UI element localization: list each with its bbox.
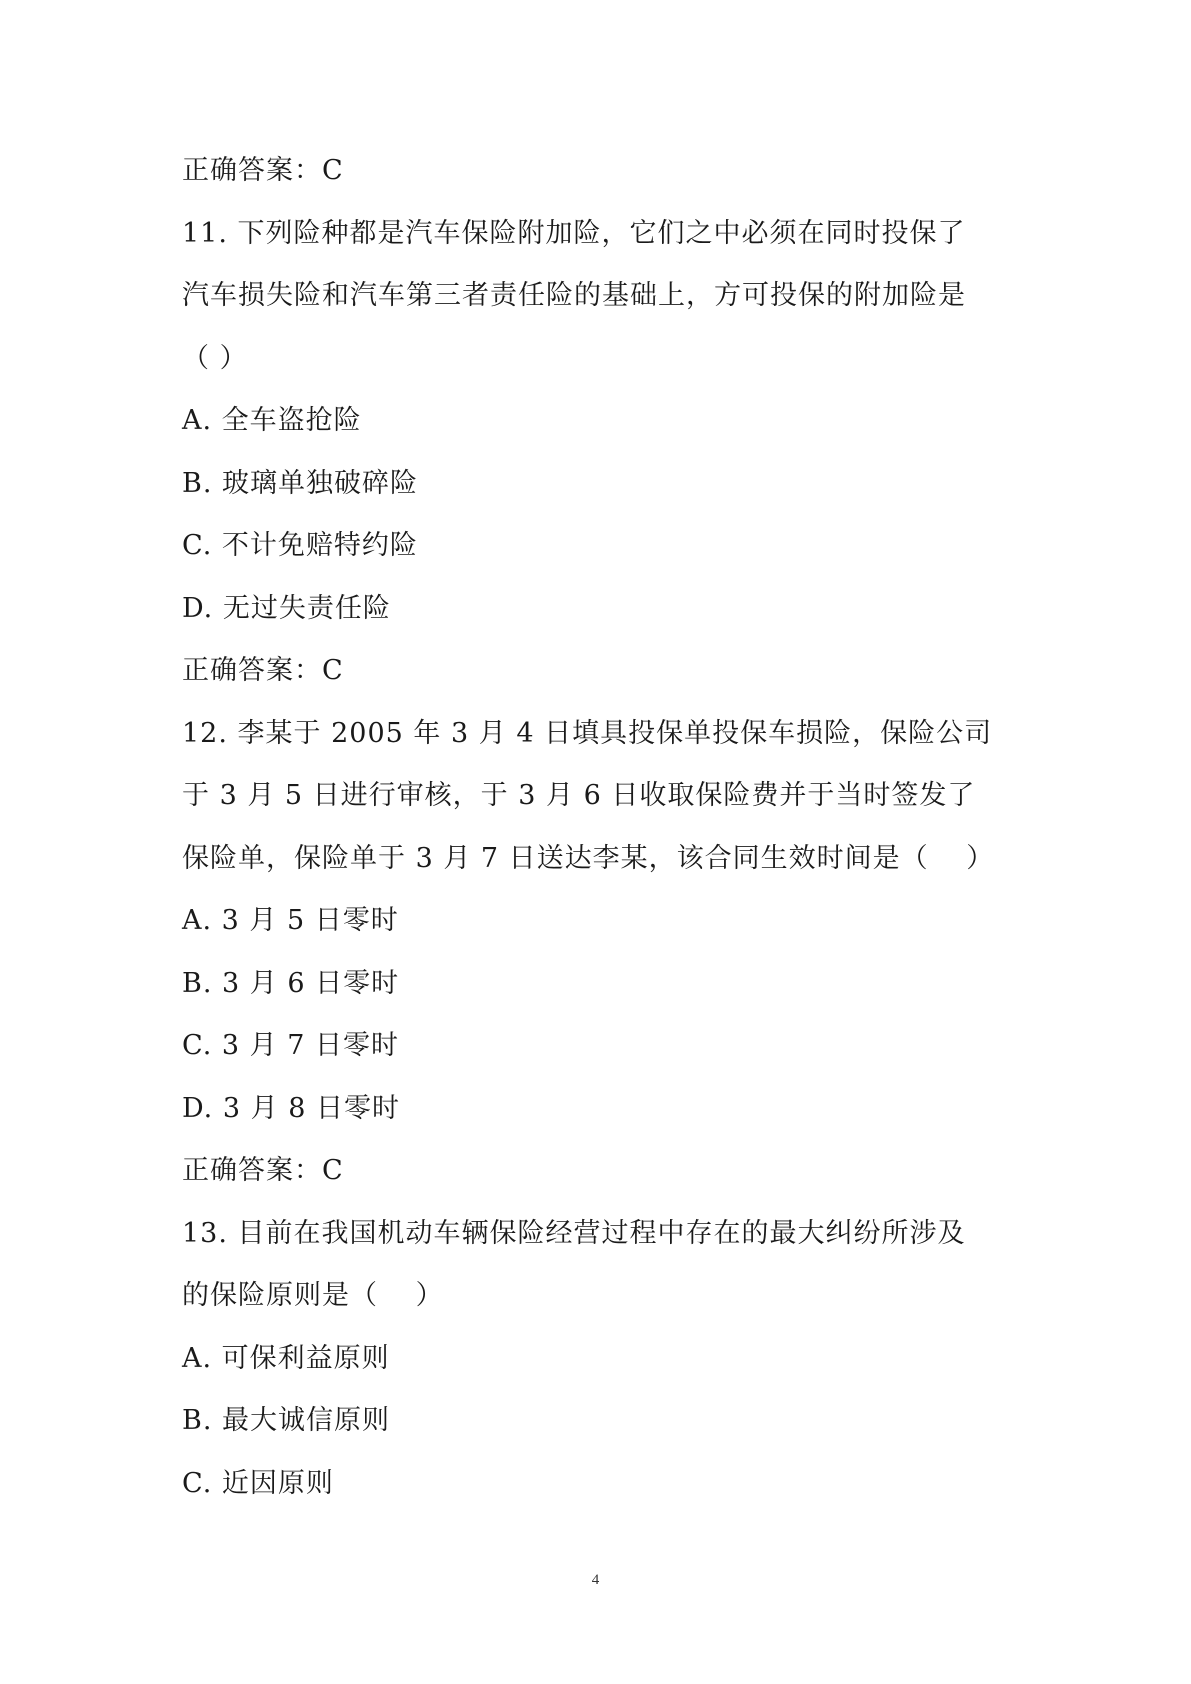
- question-12-line: 12. 李某于 2005 年 3 月 4 日填具投保单投保车损险，保险公司: [182, 717, 993, 749]
- question-11-line: 汽车损失险和汽车第三者责任险的基础上，方可投保的附加险是: [182, 280, 966, 311]
- option-a: A. 全车盗抢险: [182, 405, 362, 436]
- page-content: [182, 140, 1022, 1515]
- question-11-line: 11. 下列险种都是汽车保险附加险，它们之中必须在同时投保了: [182, 217, 966, 249]
- answer-line: 正确答案：C: [182, 655, 344, 686]
- question-13-line: 的保险原则是（ ）: [182, 1280, 444, 1311]
- option-b: B. 最大诚信原则: [182, 1405, 391, 1436]
- answer-line: 正确答案：C: [182, 155, 344, 186]
- option-c: C. 不计免赔特约险: [182, 530, 418, 561]
- option-c: C. 3 月 7 日零时: [182, 1030, 399, 1061]
- question-11-line: （ ）: [182, 342, 248, 374]
- option-b: B. 玻璃单独破碎险: [182, 467, 419, 499]
- question-13-line: 13. 目前在我国机动车辆保险经营过程中存在的最大纠纷所涉及: [182, 1217, 966, 1249]
- question-12-line: 保险单，保险单于 3 月 7 日送达李某，该合同生效时间是（ ）: [182, 842, 995, 874]
- question-12-line: 于 3 月 5 日进行审核，于 3 月 6 日收取保险费并于当时签发了: [182, 780, 976, 811]
- option-b: B. 3 月 6 日零时: [182, 967, 400, 999]
- option-c: C. 近因原则: [182, 1467, 334, 1499]
- answer-line: 正确答案：C: [182, 1155, 344, 1186]
- option-d: D. 3 月 8 日零时: [182, 1092, 400, 1124]
- option-a: A. 3 月 5 日零时: [182, 905, 399, 936]
- option-a: A. 可保利益原则: [182, 1342, 390, 1374]
- page-number: 4: [591, 1572, 600, 1588]
- option-d: D. 无过失责任险: [182, 592, 391, 624]
